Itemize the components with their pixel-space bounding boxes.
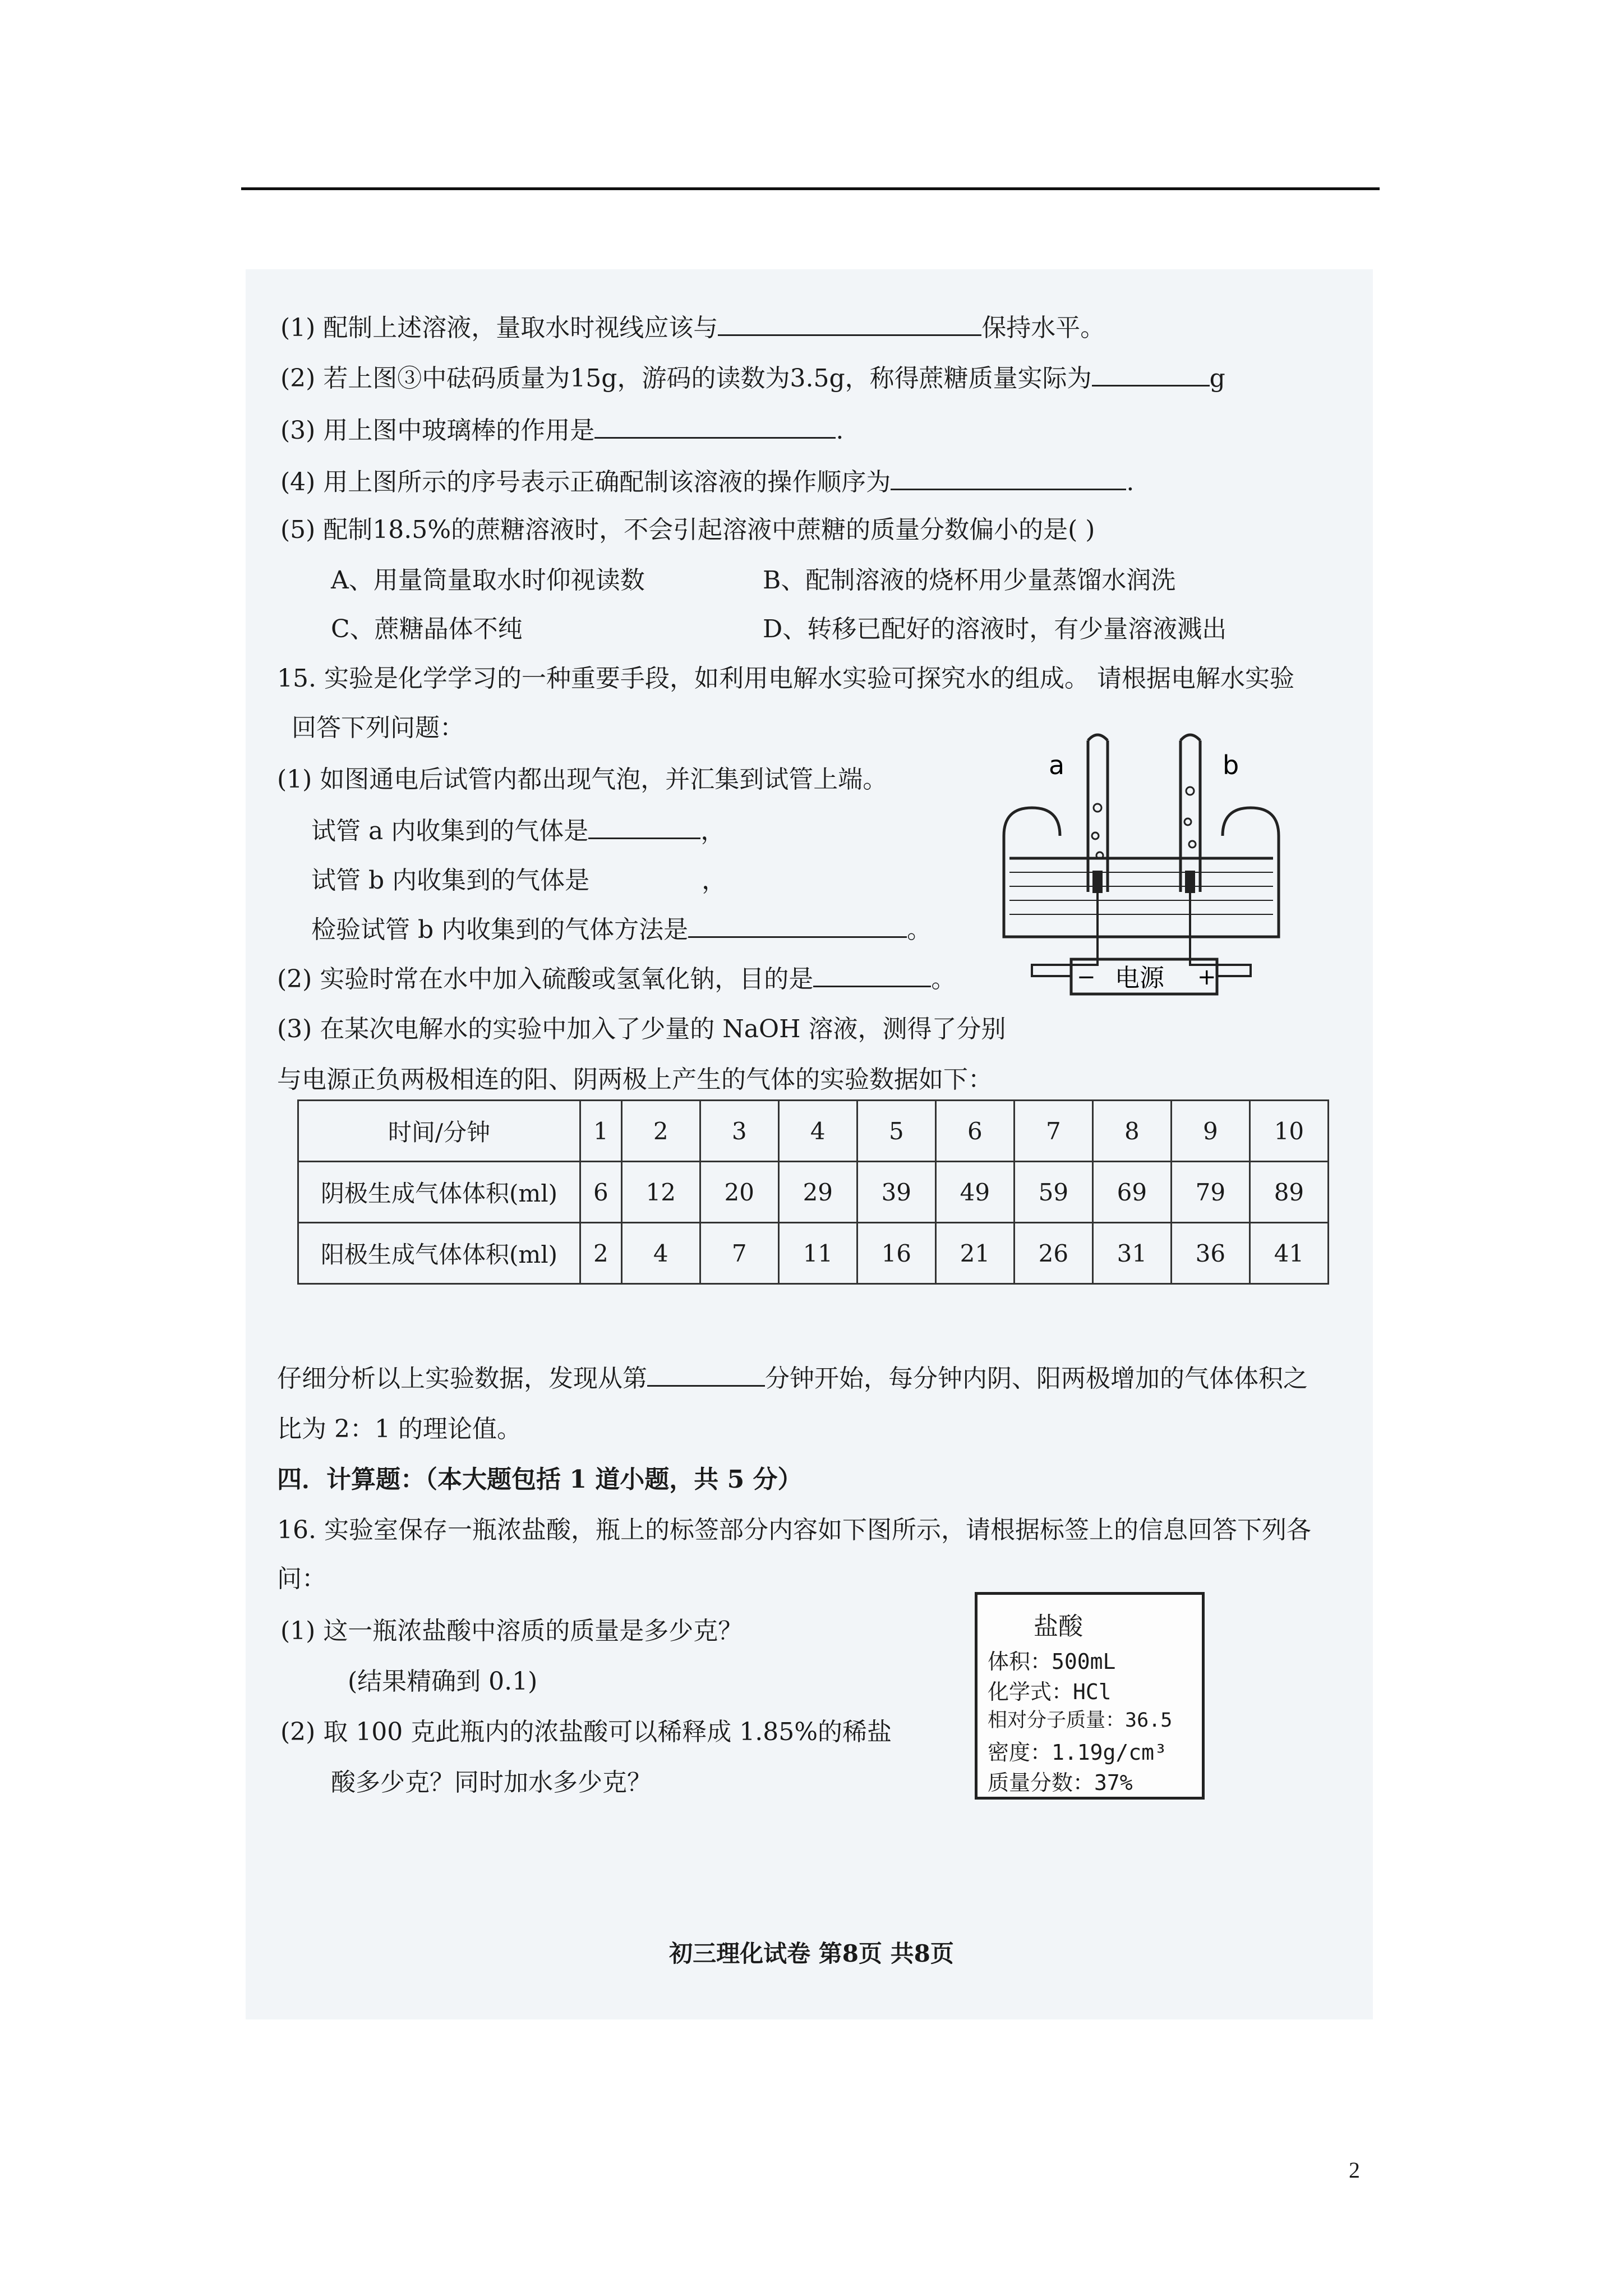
table-row-cathode (298, 1162, 1329, 1223)
page-footer: 初三理化试卷 第8页 共8页 (669, 1940, 954, 1967)
tube-b-label: b (1223, 750, 1239, 780)
q15-sub1-b: 试管 b 内收集到的气体是 ， (311, 866, 727, 895)
q16-intro: 16. 实验室保存一瓶浓盐酸，瓶上的标签部分内容如下图所示，请根据标签上的信息回答下列各 (277, 1516, 1311, 1544)
table-cell: 4 (778, 1101, 857, 1162)
table-cell: 79 (1171, 1162, 1249, 1223)
power-minus: − (1077, 964, 1096, 990)
q14-option-b: B、配制溶液的烧杯用少量蒸馏水润洗 (763, 566, 1176, 595)
electrode-a (1092, 871, 1103, 893)
blank-line (813, 963, 931, 987)
q15-sub1-c: 检验试管 b 内收集到的气体方法是 。 (311, 913, 932, 947)
table-cell: 26 (1014, 1223, 1092, 1284)
q15-sub1: (1) 如图通电后试管内都出现气泡，并汇集到试管上端。 (277, 765, 888, 794)
q14-option-a: A、用量筒量取水时仰视读数 (331, 566, 645, 595)
table-cell: 16 (857, 1223, 935, 1284)
table-cell: 1 (580, 1101, 622, 1162)
table-row-time (298, 1101, 1329, 1162)
row-header: 阴极生成气体体积(ml) (298, 1162, 580, 1223)
q14-part5: (5) 配制18.5%的蔗糖溶液时，不会引起溶液中蔗糖的质量分数偏小的是( ) (280, 516, 1095, 544)
table-cell: 6 (580, 1162, 622, 1223)
q16-sub1-note: (结果精确到 0.1) (348, 1667, 538, 1696)
label-molar-mass: 相对分子质量：36.5 (988, 1709, 1173, 1732)
electrolysis-data-table (297, 1099, 1329, 1285)
q14-part1: (1) 配制上述溶液，量取水时视线应该与 保持水平。 (280, 311, 1105, 345)
q15-sub1-a: 试管 a 内收集到的气体是 ， (311, 815, 725, 848)
table-cell: 2 (580, 1223, 622, 1284)
q15-sub3-continued: 与电源正负两极相连的阳、阴两极上产生的气体的实验数据如下： (277, 1065, 993, 1094)
table-cell: 9 (1171, 1101, 1249, 1162)
table-cell: 21 (935, 1223, 1014, 1284)
table-cell: 89 (1249, 1162, 1328, 1223)
table-cell: 49 (935, 1162, 1014, 1223)
blank-line (647, 1363, 765, 1387)
table-cell: 41 (1249, 1223, 1328, 1284)
q14-part2: (2) 若上图③中砝码质量为15g，游码的读数为3.5g，称得蔗糖质量实际为 g (280, 362, 1225, 395)
electrolysis-diagram (987, 724, 1301, 999)
q15-sub3: (3) 在某次电解水的实验中加入了少量的 NaOH 溶液，测得了分别 (277, 1015, 1006, 1043)
row-header: 时间/分钟 (298, 1101, 580, 1162)
label-formula: 化学式：HCl (988, 1680, 1112, 1704)
q15-conclusion: 仔细分析以上实验数据，发现从第 分钟开始，每分钟内阴、阳两极增加的气体体积之 (277, 1362, 1308, 1396)
q14-option-c: C、蔗糖晶体不纯 (331, 615, 523, 643)
electrode-b (1185, 871, 1195, 893)
q15-conclusion-continued: 比为 2：1 的理论值。 (277, 1415, 522, 1443)
table-cell: 7 (1014, 1101, 1092, 1162)
table-cell: 8 (1092, 1101, 1171, 1162)
table-cell: 59 (1014, 1162, 1092, 1223)
table-cell: 7 (700, 1223, 778, 1284)
q14-part4: (4) 用上图所示的序号表示正确配制该溶液的操作顺序为 . (280, 466, 1134, 499)
label-volume: 体积：500mL (988, 1649, 1116, 1674)
table-cell: 10 (1249, 1101, 1328, 1162)
section-title: 四．计算题：（本大题包括 1 道小题，共 5 分） (277, 1465, 803, 1494)
label-mass-fraction: 质量分数：37% (988, 1770, 1133, 1795)
power-plus: + (1197, 964, 1216, 990)
q15-sub2: (2) 实验时常在水中加入硫酸或氢氧化钠，目的是 。 (277, 963, 956, 996)
table-cell: 5 (857, 1101, 935, 1162)
q15-intro-continued: 回答下列问题： (292, 714, 464, 742)
label-density: 密度：1.19g/cm³ (988, 1740, 1167, 1765)
table-cell: 39 (857, 1162, 935, 1223)
header-rule (241, 187, 1380, 190)
table-cell: 2 (621, 1101, 700, 1162)
table-cell: 29 (778, 1162, 857, 1223)
blank-line (891, 466, 1126, 490)
label-title: 盐酸 (1034, 1612, 1083, 1641)
blank-line (688, 914, 907, 938)
table-cell: 12 (621, 1162, 700, 1223)
blank-line (588, 815, 700, 839)
blank-line (1092, 362, 1210, 386)
table-cell: 4 (621, 1223, 700, 1284)
q16-sub2: (2) 取 100 克此瓶内的浓盐酸可以稀释成 1.85%的稀盐 (280, 1718, 892, 1746)
table-cell: 69 (1092, 1162, 1171, 1223)
table-cell: 6 (935, 1101, 1014, 1162)
table-row-anode (298, 1223, 1329, 1284)
table-cell: 11 (778, 1223, 857, 1284)
blank-line (594, 415, 836, 439)
q14-part3: (3) 用上图中玻璃棒的作用是 . (280, 414, 843, 448)
tube-a-label: a (1049, 750, 1065, 780)
row-header: 阳极生成气体体积(ml) (298, 1223, 580, 1284)
hcl-bottle-label (975, 1592, 1205, 1800)
q15-intro: 15. 实验是化学学习的一种重要手段，如利用电解水实验可探究水的组成。 请根据电解水实验 (277, 664, 1294, 693)
q16-sub2-continued: 酸多少克？同时加水多少克？ (331, 1768, 652, 1797)
page-number: 2 (1349, 2157, 1360, 2183)
blank-line (718, 312, 981, 336)
power-source-label: 电源 (1115, 964, 1164, 992)
table-cell: 31 (1092, 1223, 1171, 1284)
table-cell: 36 (1171, 1223, 1249, 1284)
table-cell: 20 (700, 1162, 778, 1223)
q16-intro-continued: 问： (277, 1565, 326, 1593)
q16-sub1: (1) 这一瓶浓盐酸中溶质的质量是多少克？ (280, 1617, 743, 1645)
q14-option-d: D、转移已配好的溶液时，有少量溶液溅出 (763, 615, 1227, 643)
table-cell: 3 (700, 1101, 778, 1162)
